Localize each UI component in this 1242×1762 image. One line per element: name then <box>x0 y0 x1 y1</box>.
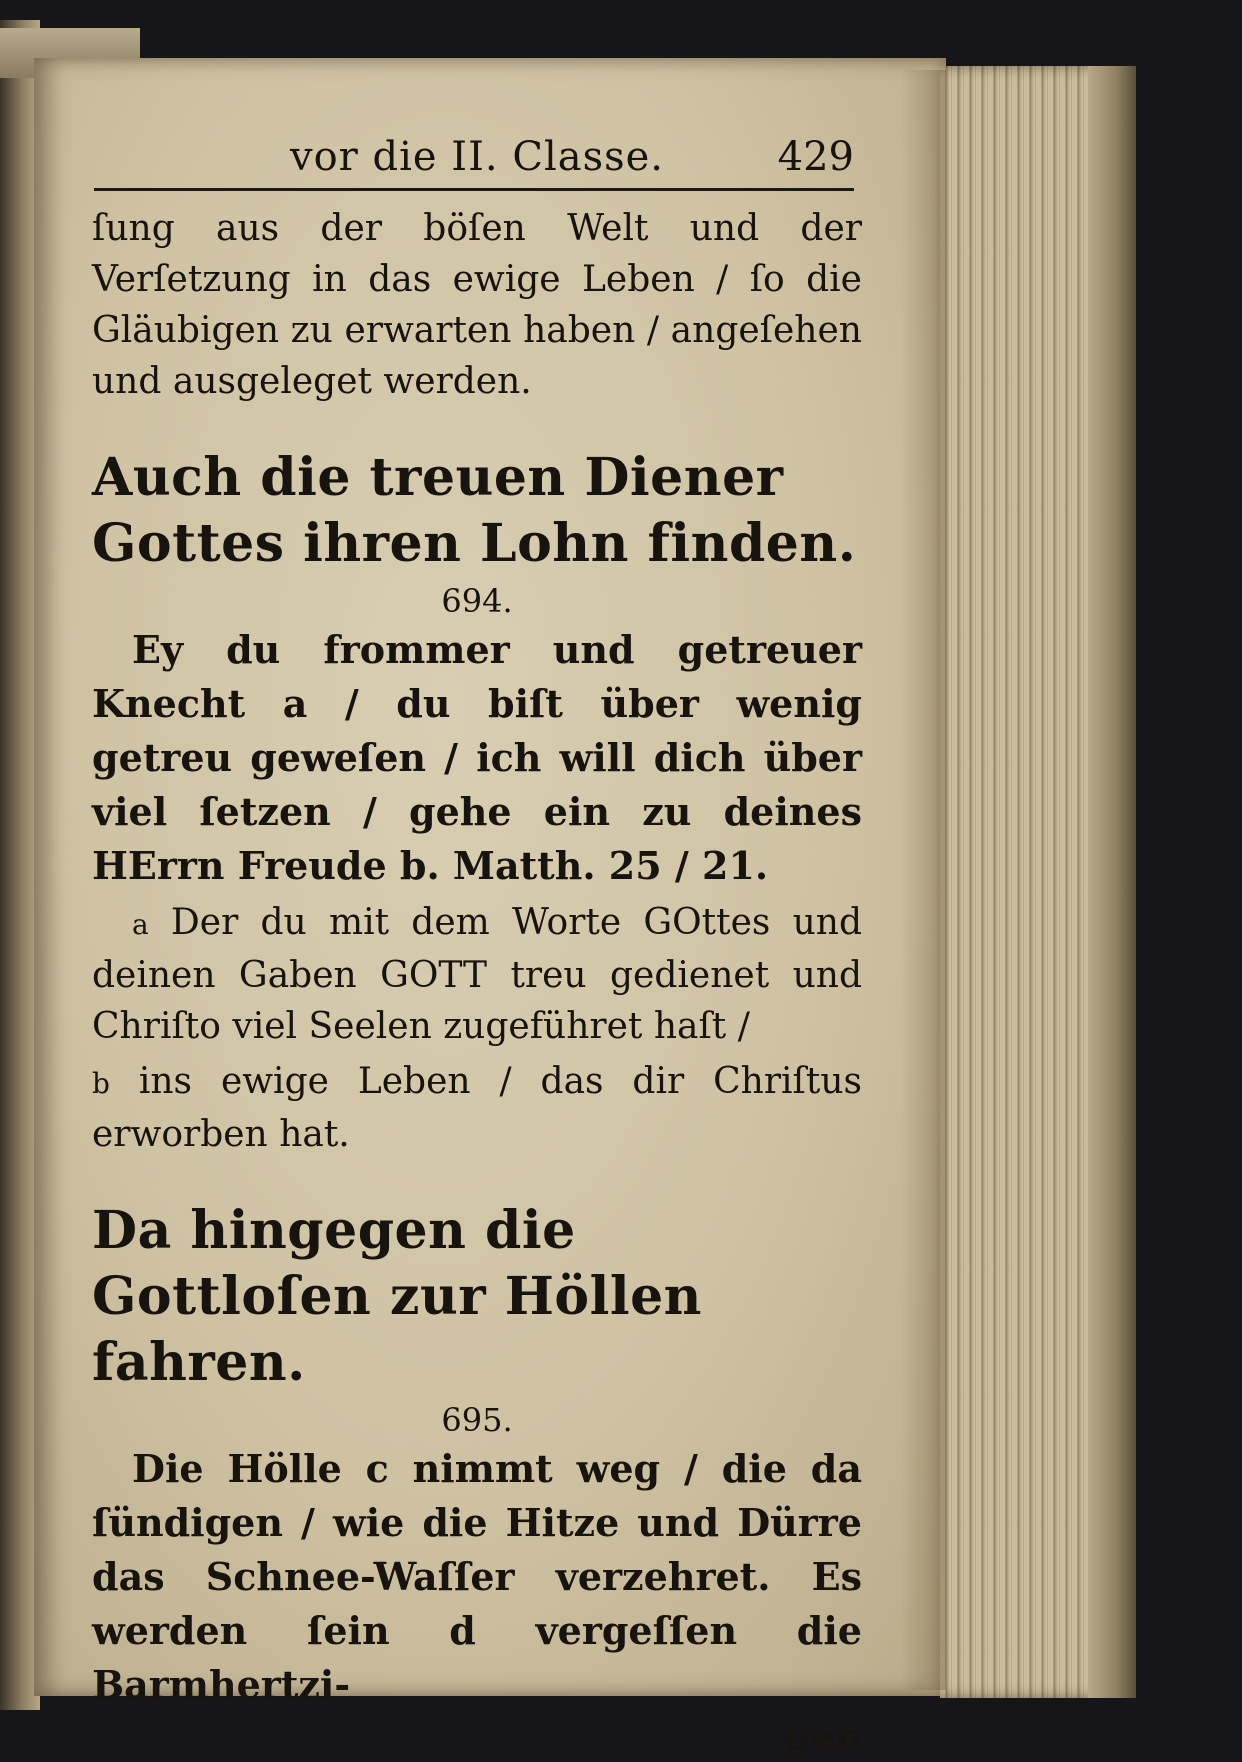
running-header <box>94 126 854 191</box>
verse-694: Ey du frommer und getreuer Knecht a / du biſt über wenig getreu geweſen / ich will dich über viel ſetzen / gehe ein zu deines HErrn Freude b. Matth. 25 / 21. <box>92 627 862 888</box>
page-shadow <box>900 70 946 1690</box>
footnote-marker: a <box>132 908 149 941</box>
footnote-b <box>92 1056 862 1160</box>
entry-number-694: 694. <box>441 582 513 620</box>
verse-695: Die Hölle c nimmt weg / die da ſündigen / wie die Hitze und Dürre das Schnee-Waſſer verzehret. Es werden ſein d vergeſſen die Barmhertzi- <box>92 1446 862 1707</box>
footnote-text: Der du mit dem Worte GOttes und deinen Gaben GOTT treu gedienet und Chriſto viel Seelen zugeführet haſt / <box>92 902 862 1047</box>
page-text <box>92 126 862 1762</box>
section-heading-2: Da hingegen die Gottloſen zur Höllen fahren. <box>92 1200 702 1393</box>
catchword: gen <box>783 1714 862 1759</box>
footnote-a <box>92 897 862 1052</box>
intro-paragraph: ſung aus der böſen Welt und der Verſetzung in das ewige Leben / ſo die Gläubigen zu erwarten haben / angeſehen und ausgeleget werden. <box>92 208 862 402</box>
section-heading-1: Auch die treuen Diener Gottes ihren Lohn finden. <box>92 447 857 574</box>
book-fore-edge <box>1088 66 1136 1698</box>
entry-number-695: 695. <box>441 1401 513 1439</box>
footnote-text: ins ewige Leben / das dir Chriſtus erworben hat. <box>92 1061 862 1155</box>
footnote-marker: b <box>92 1067 110 1100</box>
running-title: vor die II. Classe. <box>290 134 665 180</box>
page-number: 429 <box>777 134 854 180</box>
